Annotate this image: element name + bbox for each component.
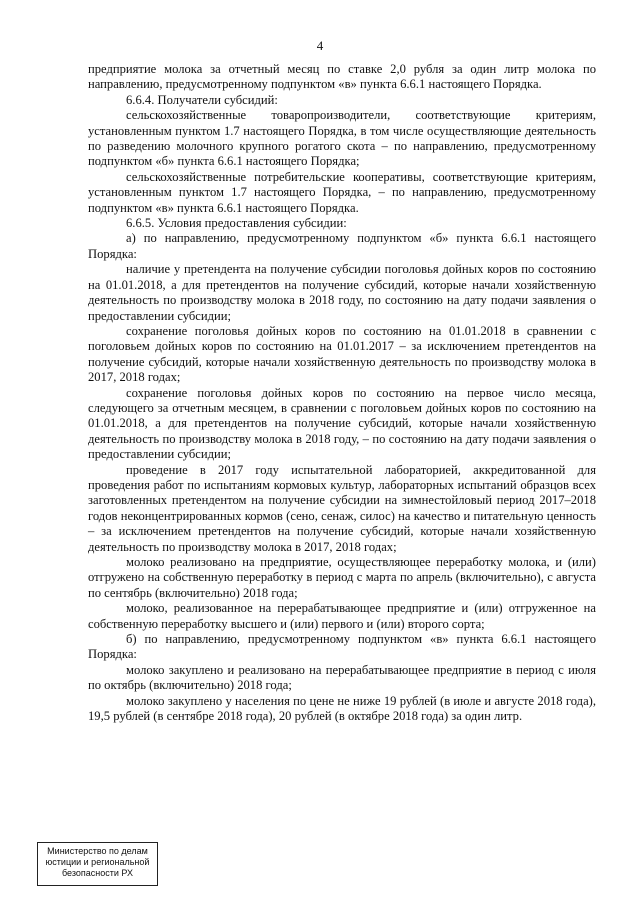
paragraph: б) по направлению, предусмотренному подпунктом «в» пункта 6.6.1 настоящего Порядка: bbox=[88, 632, 596, 662]
page-number: 4 bbox=[316, 38, 324, 53]
paragraph: сохранение поголовья дойных коров по состоянию на 01.01.2018 в сравнении с поголовьем дойных коров по состоянию на 01.01.2017 – за исключением претендентов на получение субсидий, которые начали хозяйственную деятельность по производству молока в 2017, 2018 годах; bbox=[88, 323, 596, 385]
paragraph: а) по направлению, предусмотренному подпунктом «б» пункта 6.6.1 настоящего Порядка: bbox=[88, 231, 596, 261]
paragraph: сельскохозяйственные товаропроизводители, соответствующие критериям, установленным пунктом 1.7 настоящего Порядка, в том числе осуществляющие деятельность по разведению молочного крупного рогатого скота – по направлению, предусмотренному подпунктом «б» пункта 6.6.1 настоящего Порядка; bbox=[88, 108, 596, 169]
document-body bbox=[88, 62, 596, 724]
stamp-line: безопасности РХ bbox=[62, 868, 133, 878]
paragraph: 6.6.4. Получатели субсидий: bbox=[126, 92, 278, 107]
paragraph: сохранение поголовья дойных коров по состоянию на первое число месяца, следующего за отчетным месяцем, в сравнении с поголовьем дойных коров по состоянию на 01.01.2018, а для претендентов на получение субсидий, которые начали хозяйственную деятельность по производству молока в 2018 году, – по состоянию на дату подачи заявления о предоставлении субсидии; bbox=[88, 385, 596, 462]
paragraph: молоко, реализованное на перерабатывающее предприятие и (или) отгруженное на собственную переработку высшего и (или) первого и (или) второго сорта; bbox=[88, 601, 596, 631]
paragraph: сельскохозяйственные потребительские кооперативы, соответствующие критериям, установленным пунктом 1.7 настоящего Порядка, – по направлению, предусмотренному подпунктом «в» пункта 6.6.1 настоящего Порядка. bbox=[88, 169, 596, 215]
paragraph: молоко закуплено и реализовано на перерабатывающее предприятие в период с июля по октябрь (включительно) 2018 года; bbox=[88, 662, 596, 693]
paragraph: молоко реализовано на предприятие, осуществляющее переработку молока, и (или) отгружено на собственную переработку в период с марта по апрель (включительно), с августа по сентябрь (включительно) 2018 года; bbox=[88, 555, 596, 600]
paragraph: проведение в 2017 году испытательной лабораторией, аккредитованной для проведения работ по испытаниям кормовых культур, лабораторных испытаний образцов всех заготовленных претендентом на получение субсидии на зимнестойловый период 2017–2018 годов неконцентрированных кормов (сено, сенаж, силос) на качество и питательную ценность – за исключением претендентов на получение субсидий, которые начали хозяйственную деятельность по производству молока в 2017, 2018 годах; bbox=[88, 462, 596, 554]
paragraph: молоко закуплено у населения по цене не ниже 19 рублей (в июле и августе 2018 года), 19,5 рублей (в сентябре 2018 года), 20 рублей (в октябре 2018 года) за один литр. bbox=[88, 693, 596, 724]
paragraph: наличие у претендента на получение субсидии поголовья дойных коров по состоянию на 01.01.2018, а для претендентов на получение субсидий, которые начали хозяйственную деятельность по производству молока в 2018 году, по состоянию на дату подачи заявления о предоставлении субсидии; bbox=[88, 262, 596, 323]
paragraph: предприятие молока за отчетный месяц по ставке 2,0 рубля за один литр молока по направлению, предусмотренному подпунктом «в» пункта 6.6.1 настоящего Порядка. bbox=[88, 62, 596, 92]
paragraph: 6.6.5. Условия предоставления субсидии: bbox=[126, 216, 347, 231]
stamp-line: юстиции и региональной bbox=[45, 857, 150, 867]
registration-stamp bbox=[37, 842, 158, 886]
stamp-line: Министерство по делам bbox=[47, 846, 148, 856]
